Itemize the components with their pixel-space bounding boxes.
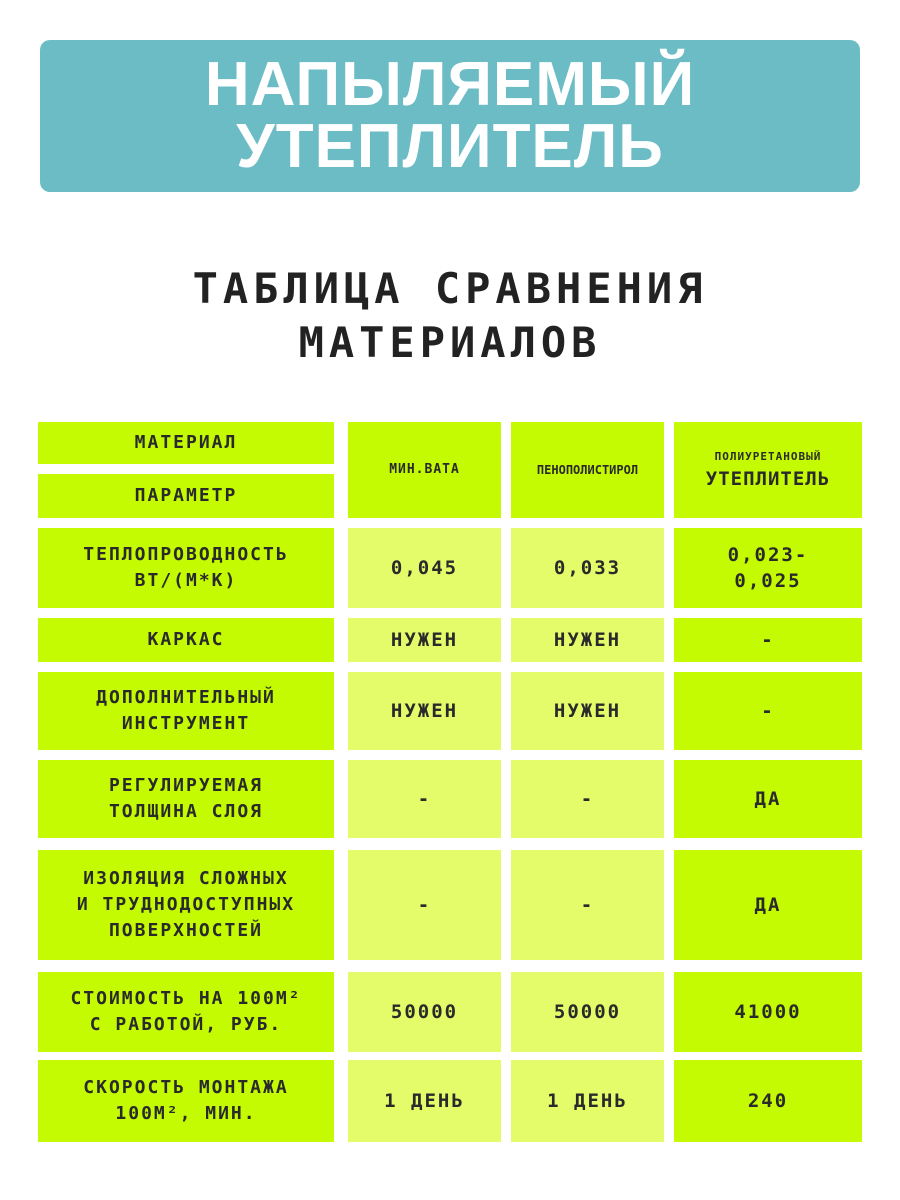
cell-polystyrene-cost (511, 972, 664, 1052)
cell-mineral-wool-additional-tool (348, 672, 501, 750)
cell-polystyrene-adjustable-thickness (511, 760, 664, 838)
header-polystyrene-label: ПЕНОПОЛИСТИРОЛ (536, 463, 639, 477)
cell-mineral-wool-installation-speed (348, 1060, 501, 1142)
row-label-line: ИНСТРУМЕНТ (121, 713, 251, 734)
cell-value: 0,033 (553, 557, 622, 579)
row-label-line: ПОВЕРХНОСТЕЙ (108, 920, 264, 941)
cell-polystyrene-thermal-conductivity (511, 528, 664, 608)
row-label-line: СКОРОСТЬ МОНТАЖА (83, 1077, 289, 1098)
cell-value: НУЖЕН (553, 629, 622, 651)
row-label-line: ВТ/(М*К) (134, 570, 238, 591)
cell-polyurethane-frame (674, 618, 862, 662)
header-mineral-wool-label: МИН.ВАТА (389, 462, 460, 477)
row-label-line: С РАБОТОЙ, РУБ. (89, 1014, 283, 1035)
row-label-adjustable-thickness (38, 760, 334, 838)
cell-mineral-wool-cost (348, 972, 501, 1052)
cell-value: 50000 (553, 1001, 622, 1023)
cell-mineral-wool-thermal-conductivity (348, 528, 501, 608)
cell-polyurethane-complex-surfaces (674, 850, 862, 960)
header-polyurethane-label-line-1: ПОЛИУРЕТАНОВЫЙ (714, 450, 822, 463)
cell-value: - (580, 788, 595, 810)
cell-value: 50000 (390, 1001, 459, 1023)
cell-value: - (761, 700, 775, 722)
cell-polystyrene-complex-surfaces (511, 850, 664, 960)
title-banner (40, 40, 860, 192)
cell-polystyrene-frame (511, 618, 664, 662)
subtitle-line-2: МАТЕРИАЛОВ (298, 318, 602, 367)
row-label-installation-speed (38, 1060, 334, 1142)
header-parameter-cell (38, 474, 334, 518)
cell-mineral-wool-complex-surfaces (348, 850, 501, 960)
subtitle-line-1: ТАБЛИЦА СРАВНЕНИЯ (192, 264, 708, 313)
cell-value: 240 (747, 1090, 789, 1112)
cell-polyurethane-additional-tool (674, 672, 862, 750)
row-label-line: 100М², МИН. (115, 1103, 257, 1124)
row-label-complex-surfaces (38, 850, 334, 960)
cell-polyurethane-adjustable-thickness (674, 760, 862, 838)
header-material-cell (38, 422, 334, 464)
row-label-line: ТОЛЩИНА СЛОЯ (108, 801, 264, 822)
row-label-line: ИЗОЛЯЦИЯ СЛОЖНЫХ (83, 868, 289, 889)
header-parameter-label: ПАРАМЕТР (134, 485, 238, 506)
banner-title-line-1: НАПЫЛЯЕМЫЙ (204, 50, 696, 119)
cell-value: - (417, 788, 432, 810)
row-label-line: ДОПОЛНИТЕЛЬНЫЙ (96, 687, 276, 708)
page-subtitle (0, 262, 900, 370)
cell-polyurethane-installation-speed (674, 1060, 862, 1142)
cell-value: ДА (754, 788, 782, 810)
header-polyurethane-label-line-2: УТЕПЛИТЕЛЬ (705, 468, 831, 490)
cell-polyurethane-cost (674, 972, 862, 1052)
cell-value: ДА (754, 894, 782, 916)
cell-value: - (417, 894, 432, 916)
cell-value: - (580, 894, 595, 916)
cell-value: - (761, 629, 775, 651)
cell-polyurethane-thermal-conductivity (674, 528, 862, 608)
row-label-additional-tool (38, 672, 334, 750)
row-label-line: СТОИМОСТЬ НА 100М² (70, 988, 302, 1009)
cell-value: 0,045 (390, 557, 459, 579)
cell-value: НУЖЕН (390, 629, 459, 651)
header-material-label: МАТЕРИАЛ (134, 432, 238, 453)
cell-polystyrene-additional-tool (511, 672, 664, 750)
cell-value-line: 0,023- (727, 544, 809, 566)
cell-value: 41000 (734, 1001, 802, 1023)
header-mineral-wool-cell (348, 422, 501, 518)
cell-value: 1 ДЕНЬ (384, 1090, 465, 1112)
row-label-cost (38, 972, 334, 1052)
row-label-line: КАРКАС (147, 629, 225, 650)
row-label-thermal-conductivity (38, 528, 334, 608)
banner-title-line-2: УТЕПЛИТЕЛЬ (236, 112, 664, 181)
cell-value: 1 ДЕНЬ (547, 1090, 628, 1112)
cell-value: НУЖЕН (390, 700, 459, 722)
cell-mineral-wool-frame (348, 618, 501, 662)
cell-mineral-wool-adjustable-thickness (348, 760, 501, 838)
row-label-line: РЕГУЛИРУЕМАЯ (108, 775, 264, 796)
cell-value-line: 0,025 (734, 570, 802, 592)
row-label-line: И ТРУДНОДОСТУПНЫХ (76, 894, 296, 915)
row-label-line: ТЕПЛОПРОВОДНОСТЬ (83, 544, 289, 565)
header-polyurethane-cell (674, 422, 862, 518)
header-polystyrene-cell (511, 422, 664, 518)
cell-value: НУЖЕН (553, 700, 622, 722)
row-label-frame (38, 618, 334, 662)
cell-polystyrene-installation-speed (511, 1060, 664, 1142)
